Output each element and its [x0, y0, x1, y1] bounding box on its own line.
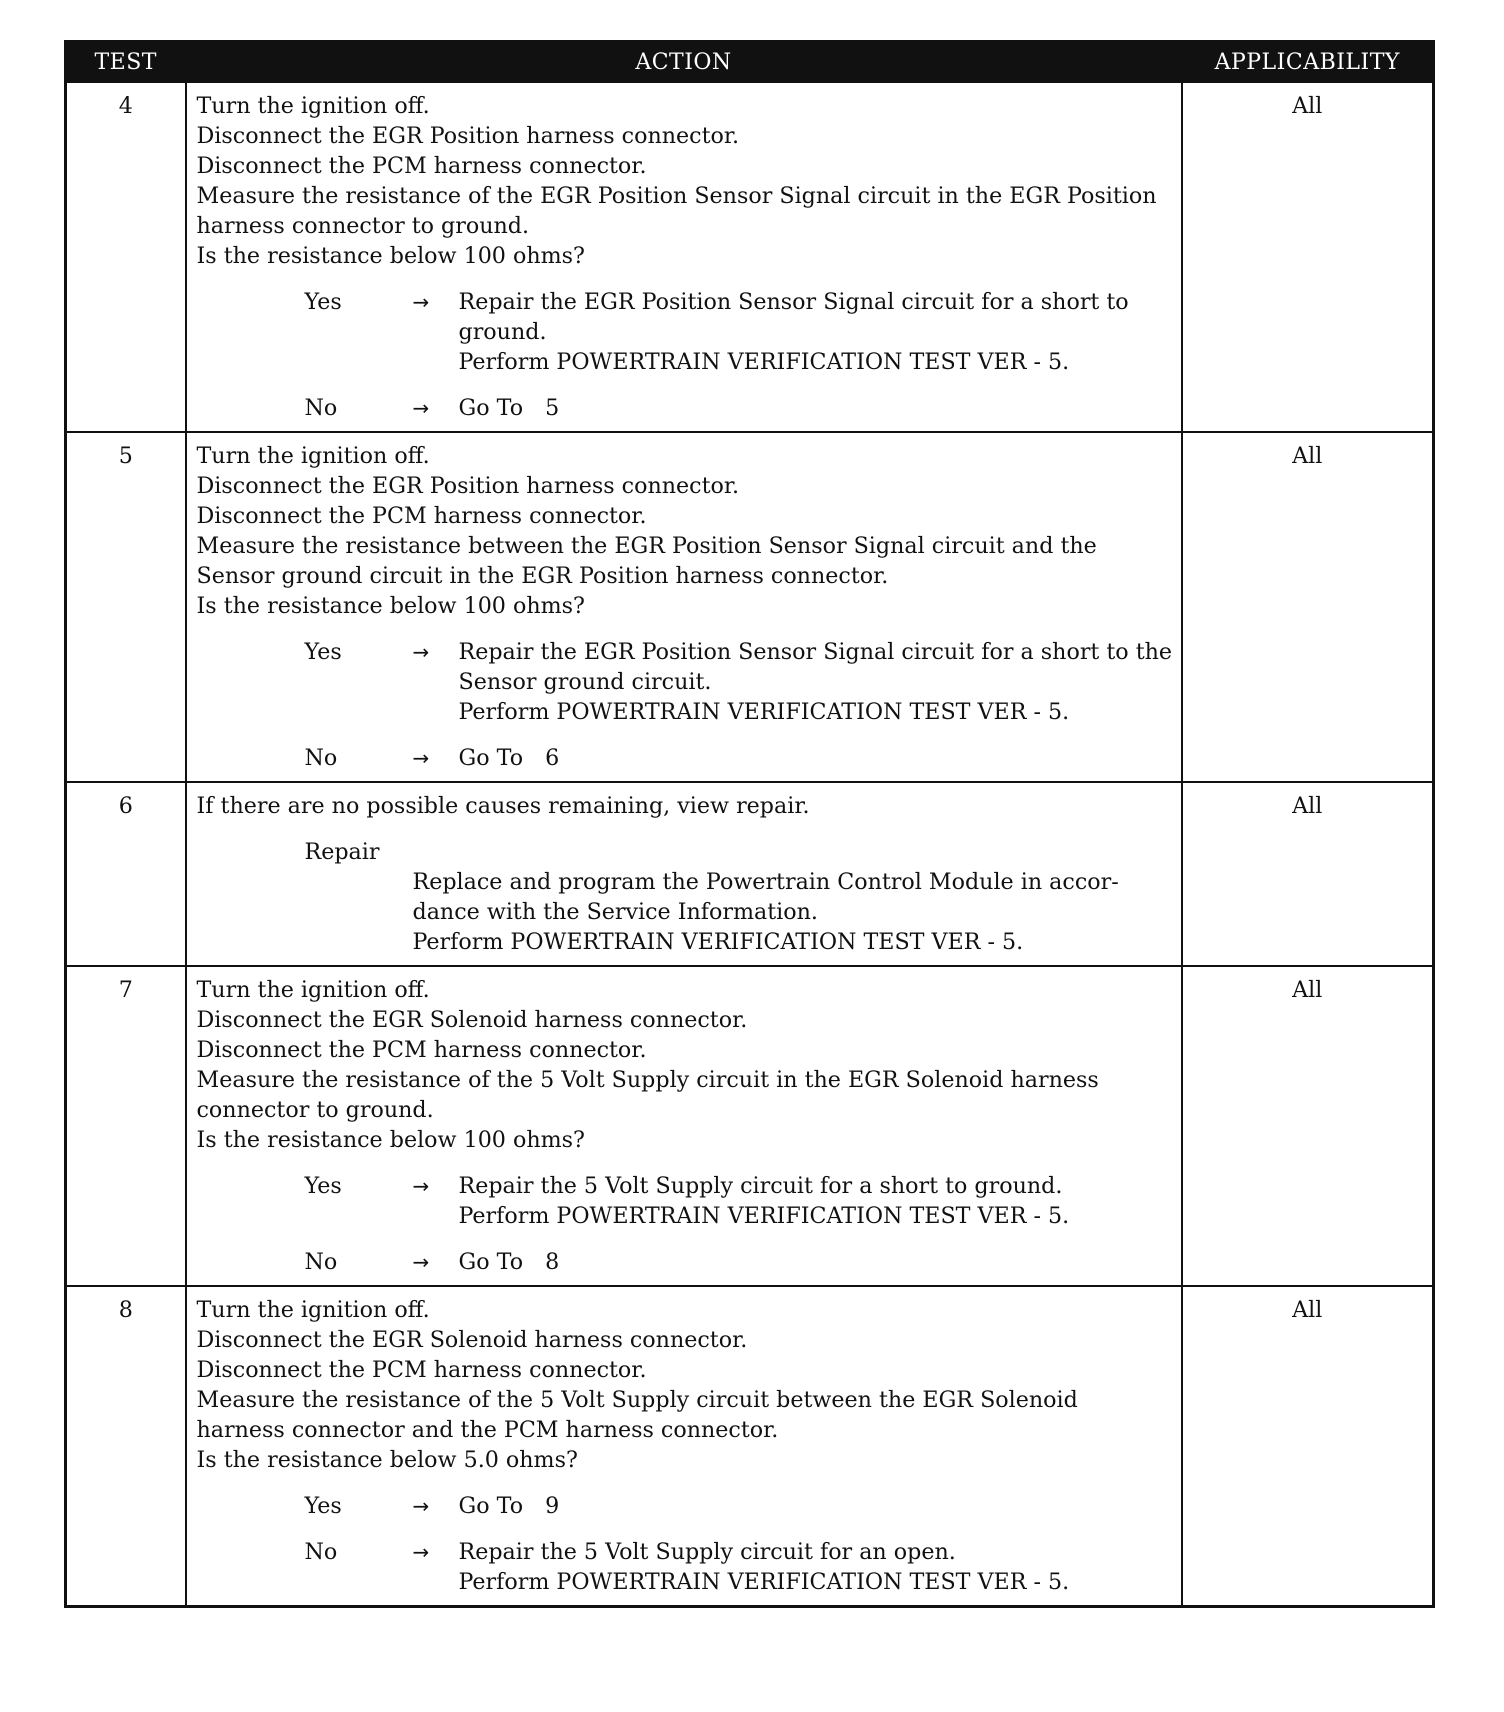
yes-response: [305, 1491, 1173, 1521]
response-line: Perform POWERTRAIN VERIFICATION TEST VER - 5.: [458, 349, 1070, 375]
no-label: No: [304, 1539, 338, 1565]
step-line: Measure the resistance of the 5 Volt Supply circuit in the EGR Solenoid harness: [196, 1067, 1099, 1093]
action-steps: [197, 1295, 1173, 1475]
step-line: Disconnect the PCM harness connector.: [196, 1037, 647, 1063]
yes-text: [459, 1171, 1173, 1231]
no-goto: [459, 393, 1173, 423]
goto-number: 8: [545, 1249, 560, 1275]
response-line: ground.: [458, 319, 547, 345]
action-cell: [186, 432, 1182, 782]
repair-line: Replace and program the Powertrain Control Module in accor-: [412, 869, 1119, 895]
step-line: Disconnect the EGR Solenoid harness connector.: [196, 1327, 748, 1353]
step-line: Turn the ignition off.: [196, 443, 430, 469]
step-line: Measure the resistance of the EGR Position Sensor Signal circuit in the EGR Position: [196, 183, 1157, 209]
test-row-8: [66, 1286, 1434, 1607]
arrow-icon: →: [412, 1250, 430, 1274]
step-line: harness connector and the PCM harness connector.: [196, 1417, 779, 1443]
repair-label: Repair: [304, 839, 380, 865]
goto-text: Go To: [458, 1493, 524, 1519]
yes-label: Yes: [304, 1173, 342, 1199]
action-cell: [186, 782, 1182, 966]
yes-goto: [459, 1491, 1173, 1521]
step-line: If there are no possible causes remaining, view repair.: [196, 793, 810, 819]
step-line: Turn the ignition off.: [196, 977, 430, 1003]
yes-response: [305, 1171, 1173, 1231]
no-label: No: [304, 395, 338, 421]
step-line: Sensor ground circuit in the EGR Position harness connector.: [196, 563, 889, 589]
test-row-4: [66, 82, 1434, 432]
header-row: [66, 42, 1434, 83]
step-line: Turn the ignition off.: [196, 93, 430, 119]
arrow-icon: →: [412, 746, 430, 770]
goto-text: Go To: [458, 745, 524, 771]
no-label: No: [304, 1249, 338, 1275]
no-text: [459, 1537, 1173, 1597]
yes-label: Yes: [304, 639, 342, 665]
response-line: Repair the 5 Volt Supply circuit for an open.: [458, 1539, 956, 1565]
header-applicability: APPLICABILITY: [1182, 42, 1434, 83]
diagnostic-page: [64, 40, 1432, 1608]
diagnostic-table: [64, 40, 1435, 1608]
yes-text: [459, 287, 1173, 377]
step-line: Measure the resistance between the EGR Position Sensor Signal circuit and the: [196, 533, 1097, 559]
step-line: Disconnect the EGR Solenoid harness connector.: [196, 1007, 748, 1033]
repair-line: Perform POWERTRAIN VERIFICATION TEST VER - 5.: [412, 929, 1024, 955]
goto-number: 6: [545, 745, 560, 771]
arrow-icon: →: [412, 1174, 430, 1198]
goto-text: Go To: [458, 395, 524, 421]
action-steps: [197, 91, 1173, 271]
response-line: Perform POWERTRAIN VERIFICATION TEST VER - 5.: [458, 699, 1070, 725]
yes-text: [459, 637, 1173, 727]
yes-response: [305, 637, 1173, 727]
response-line: Perform POWERTRAIN VERIFICATION TEST VER - 5.: [458, 1569, 1070, 1595]
step-line: Disconnect the PCM harness connector.: [196, 1357, 647, 1383]
response-line: Sensor ground circuit.: [458, 669, 712, 695]
header-action: ACTION: [186, 42, 1182, 83]
no-goto: [459, 1247, 1173, 1277]
yes-label: Yes: [304, 289, 342, 315]
response-line: Repair the 5 Volt Supply circuit for a short to ground.: [458, 1173, 1063, 1199]
action-steps: [197, 791, 1173, 821]
test-number: 6: [66, 782, 186, 966]
response-line: Repair the EGR Position Sensor Signal circuit for a short to: [458, 289, 1129, 315]
action-steps: [197, 441, 1173, 621]
test-row-6: [66, 782, 1434, 966]
header-test: TEST: [66, 42, 186, 83]
applicability-cell: All: [1182, 432, 1434, 782]
yes-response: [305, 287, 1173, 377]
no-response: [305, 1247, 1173, 1277]
test-number: 5: [66, 432, 186, 782]
arrow-icon: →: [412, 1540, 430, 1564]
test-number: 7: [66, 966, 186, 1286]
test-number: 4: [66, 82, 186, 432]
step-line: Disconnect the EGR Position harness connector.: [196, 123, 740, 149]
goto-number: 5: [545, 395, 560, 421]
repair-block: [305, 837, 1173, 957]
no-response: [305, 743, 1173, 773]
step-line: Is the resistance below 100 ohms?: [196, 243, 585, 269]
no-label: No: [304, 745, 338, 771]
arrow-icon: →: [412, 640, 430, 664]
goto-number: 9: [545, 1493, 560, 1519]
repair-line: dance with the Service Information.: [412, 899, 818, 925]
step-line: Turn the ignition off.: [196, 1297, 430, 1323]
no-response: [305, 1537, 1173, 1597]
arrow-icon: →: [412, 396, 430, 420]
step-line: Disconnect the PCM harness connector.: [196, 503, 647, 529]
action-steps: [197, 975, 1173, 1155]
step-line: Is the resistance below 5.0 ohms?: [196, 1447, 578, 1473]
applicability-cell: All: [1182, 1286, 1434, 1607]
step-line: connector to ground.: [196, 1097, 434, 1123]
action-cell: [186, 1286, 1182, 1607]
test-number: 8: [66, 1286, 186, 1607]
arrow-icon: →: [412, 1494, 430, 1518]
step-line: Disconnect the EGR Position harness connector.: [196, 473, 740, 499]
applicability-cell: All: [1182, 82, 1434, 432]
action-cell: [186, 966, 1182, 1286]
applicability-cell: All: [1182, 966, 1434, 1286]
arrow-icon: →: [412, 290, 430, 314]
no-goto: [459, 743, 1173, 773]
step-line: Is the resistance below 100 ohms?: [196, 593, 585, 619]
no-response: [305, 393, 1173, 423]
action-cell: [186, 82, 1182, 432]
applicability-cell: All: [1182, 782, 1434, 966]
step-line: Measure the resistance of the 5 Volt Supply circuit between the EGR Solenoid: [196, 1387, 1078, 1413]
goto-text: Go To: [458, 1249, 524, 1275]
response-line: Perform POWERTRAIN VERIFICATION TEST VER - 5.: [458, 1203, 1070, 1229]
step-line: Is the resistance below 100 ohms?: [196, 1127, 585, 1153]
test-row-7: [66, 966, 1434, 1286]
response-line: Repair the EGR Position Sensor Signal circuit for a short to the: [458, 639, 1173, 665]
repair-text: [413, 867, 1173, 957]
yes-label: Yes: [304, 1493, 342, 1519]
step-line: harness connector to ground.: [196, 213, 530, 239]
test-row-5: [66, 432, 1434, 782]
step-line: Disconnect the PCM harness connector.: [196, 153, 647, 179]
